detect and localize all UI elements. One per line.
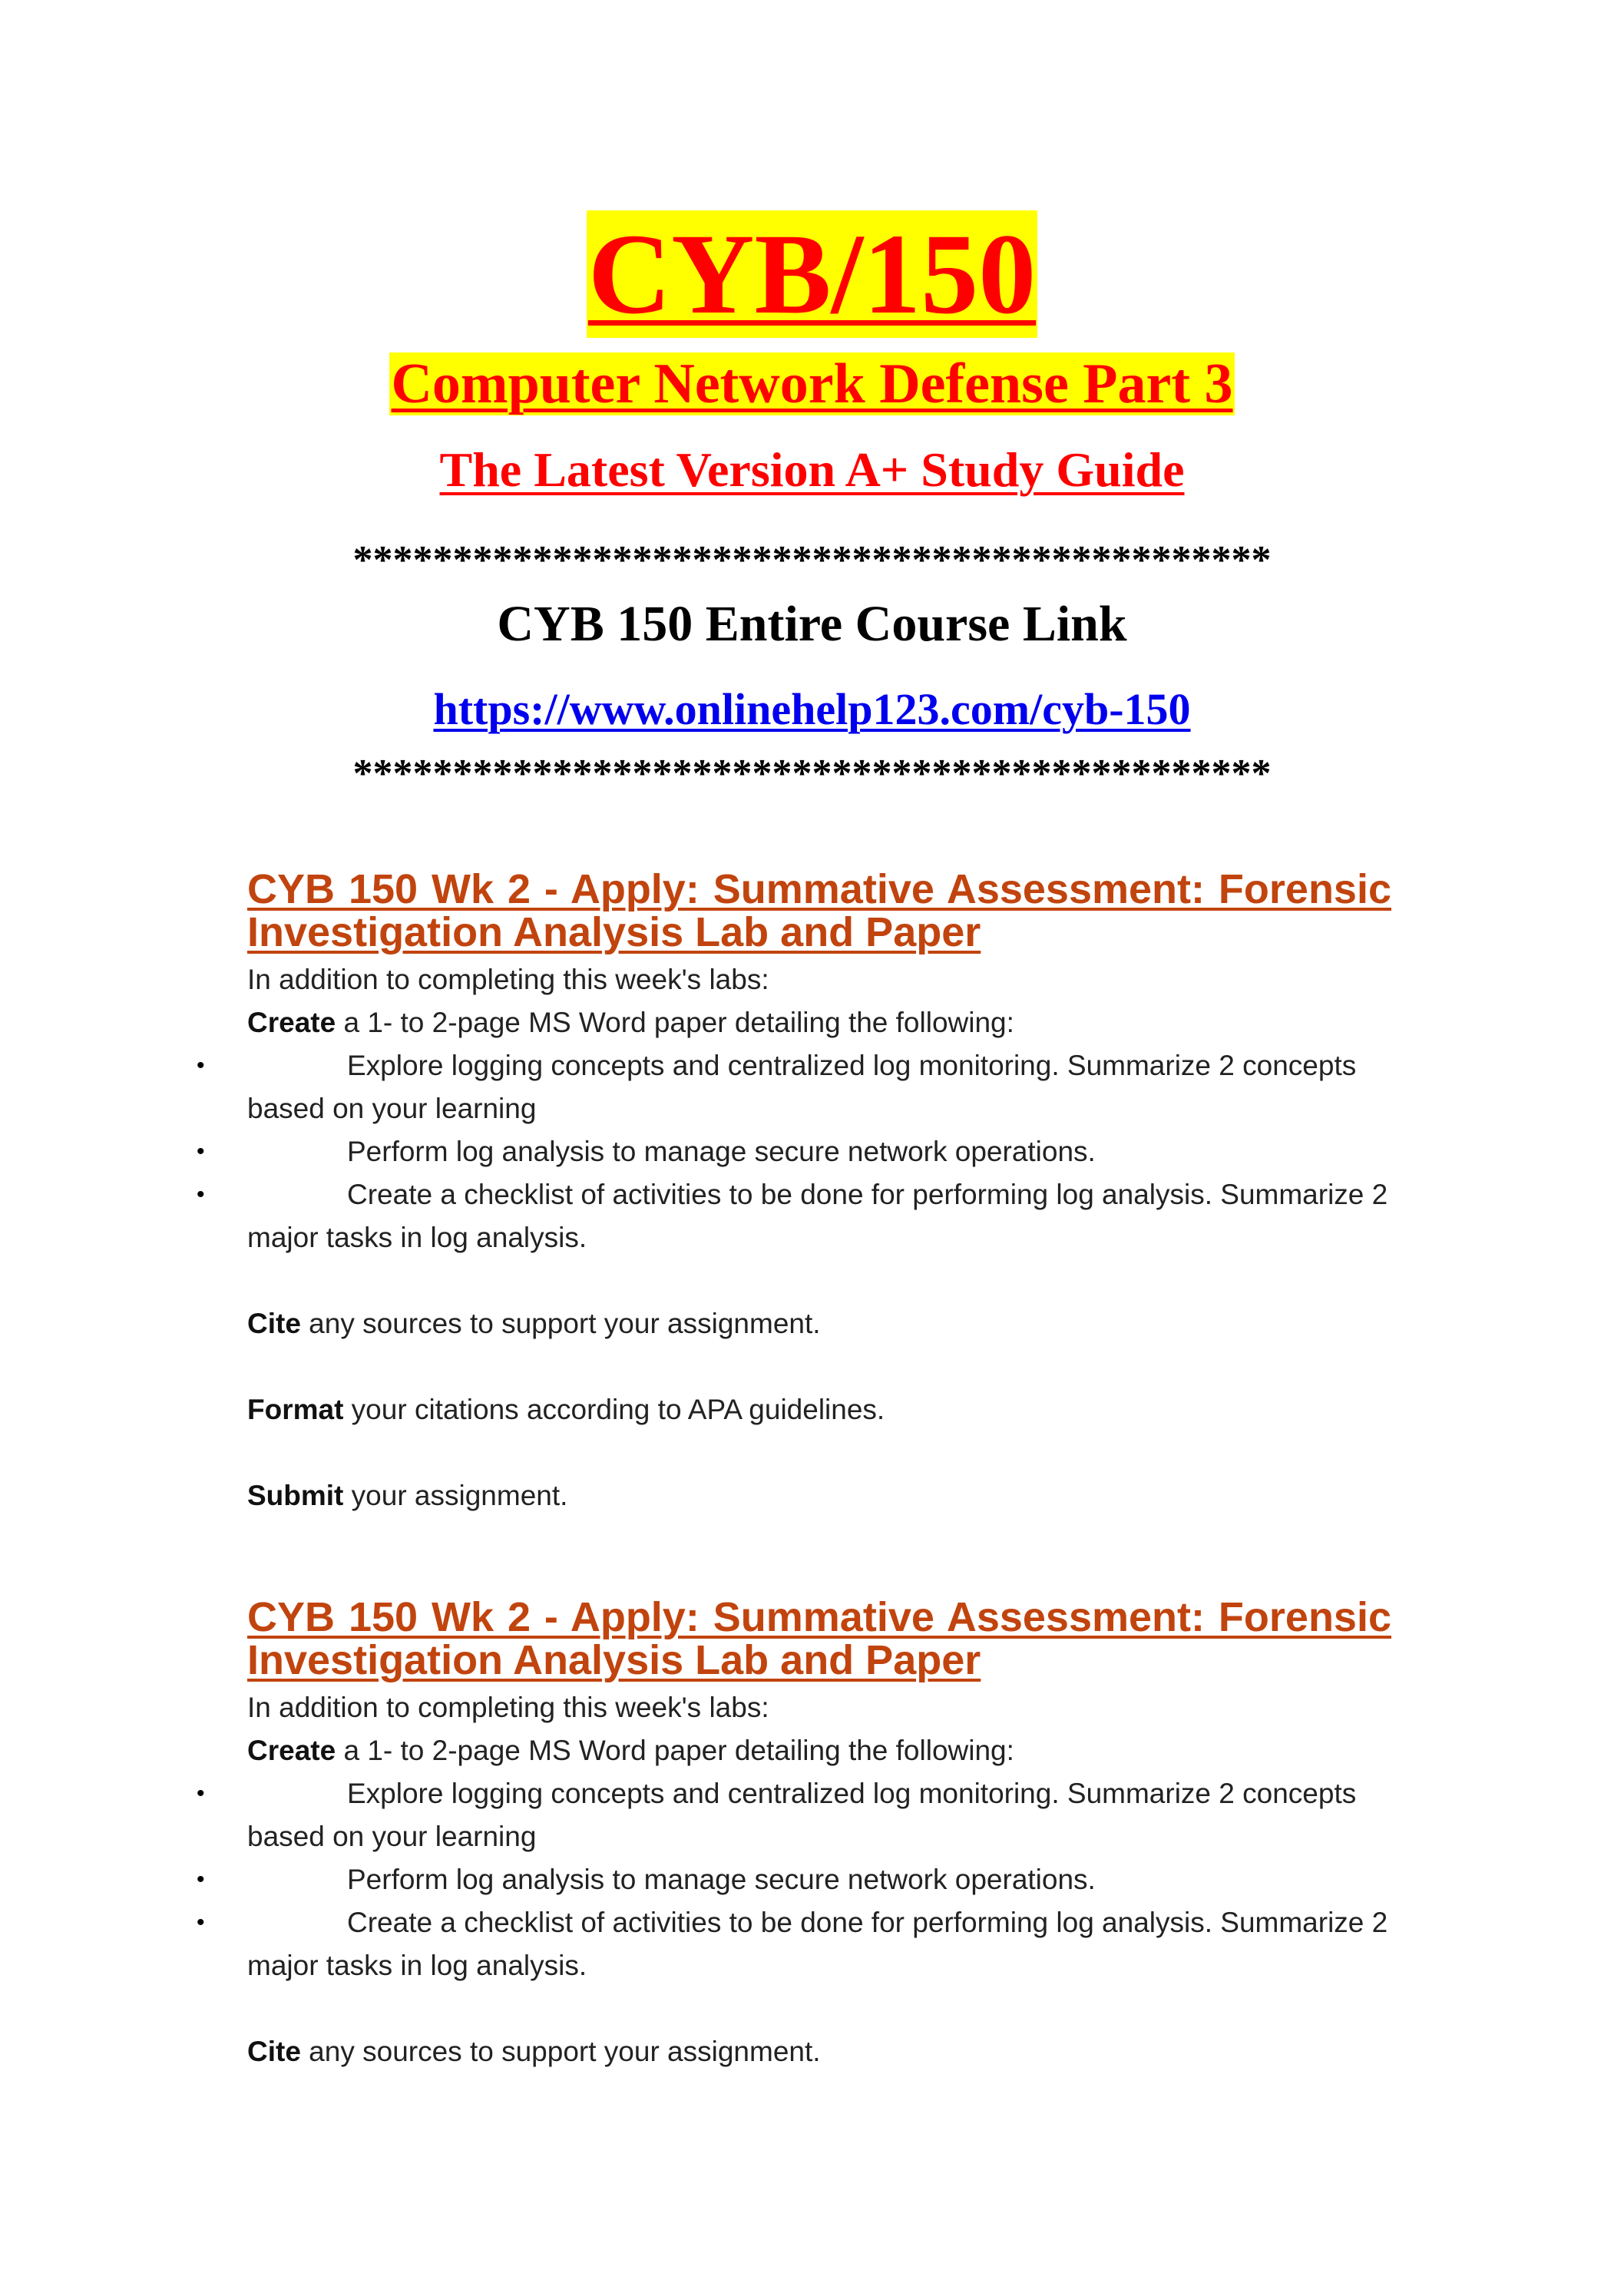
format-keyword: Format [247,1394,344,1425]
list-item-text: Explore logging concepts and centralized log monitoring. Summarize 2 concepts based on your learning [247,1778,1357,1852]
bullet-icon: • [197,1053,205,1078]
assignment-section [197,1594,1391,2073]
course-code-text: CYB/150 [587,210,1037,338]
course-code-title [0,209,1624,339]
course-title-text: Computer Network Defense Part 3 [391,352,1233,415]
cite-keyword: Cite [247,1308,301,1339]
format-text: your citations according to APA guidelines. [343,1394,885,1425]
list-item [197,1901,1391,1987]
cite-text: any sources to support your assignment. [300,2036,821,2067]
create-instruction [247,1001,1391,1044]
bullet-icon: • [197,1867,205,1892]
intro-text: In addition to completing this week's labs: [247,964,769,995]
cite-text: any sources to support your assignment. [300,1308,821,1339]
bullet-icon: • [197,1182,205,1207]
assignment-heading-link[interactable] [247,1596,1391,1682]
assignment-section [197,866,1391,1517]
requirements-list [197,1044,1391,1259]
cite-instruction [247,1302,1391,1345]
list-item-text: Perform log analysis to manage secure network operations. [347,1864,1096,1895]
list-item-text: Explore logging concepts and centralized log monitoring. Summarize 2 concepts based on your learning [247,1050,1357,1124]
course-link-heading: CYB 150 Entire Course Link [497,596,1127,652]
course-title [0,349,1624,419]
list-item [197,1772,1391,1858]
format-instruction [247,1388,1391,1431]
list-item [197,1173,1391,1259]
list-item [197,1130,1391,1173]
submit-text: your assignment. [343,1480,568,1511]
stars-divider-bottom: ********************************************** [352,752,1272,796]
list-item-text: Perform log analysis to manage secure network operations. [347,1136,1096,1167]
list-item [197,1858,1391,1901]
intro-text: In addition to completing this week's labs: [247,1692,769,1723]
stars-divider-top: ********************************************** [352,538,1272,582]
bullet-icon: • [197,1910,205,1935]
list-item-text: Create a checklist of activities to be done for performing log analysis. Summarize 2 major tasks in log analysis. [247,1179,1388,1253]
cite-keyword: Cite [247,2036,301,2067]
study-guide-tagline: The Latest Version A+ Study Guide [439,442,1185,497]
cite-instruction [247,2030,1391,2073]
create-keyword: Create [247,1007,336,1038]
list-item-text: Create a checklist of activities to be done for performing log analysis. Summarize 2 major tasks in log analysis. [247,1907,1388,1981]
requirements-list [197,1772,1391,1987]
submit-instruction [247,1474,1391,1517]
heading-line-2: Investigation Analysis Lab and Paper [247,909,981,955]
create-instruction [247,1729,1391,1772]
create-text: a 1- to 2-page MS Word paper detailing the following: [336,1007,1014,1038]
create-text: a 1- to 2-page MS Word paper detailing the following: [336,1735,1014,1766]
course-url-link[interactable]: https://www.onlinehelp123.com/cyb-150 [433,684,1191,734]
heading-line-1: CYB 150 Wk 2 - Apply: Summative Assessment: Forensic [247,1594,1391,1640]
create-keyword: Create [247,1735,336,1766]
heading-line-1: CYB 150 Wk 2 - Apply: Summative Assessment: Forensic [247,866,1391,912]
bullet-icon: • [197,1139,205,1164]
submit-keyword: Submit [247,1480,344,1511]
heading-line-2: Investigation Analysis Lab and Paper [247,1637,981,1683]
list-item [197,1044,1391,1130]
bullet-icon: • [197,1781,205,1806]
assignment-heading-link[interactable] [247,868,1391,954]
